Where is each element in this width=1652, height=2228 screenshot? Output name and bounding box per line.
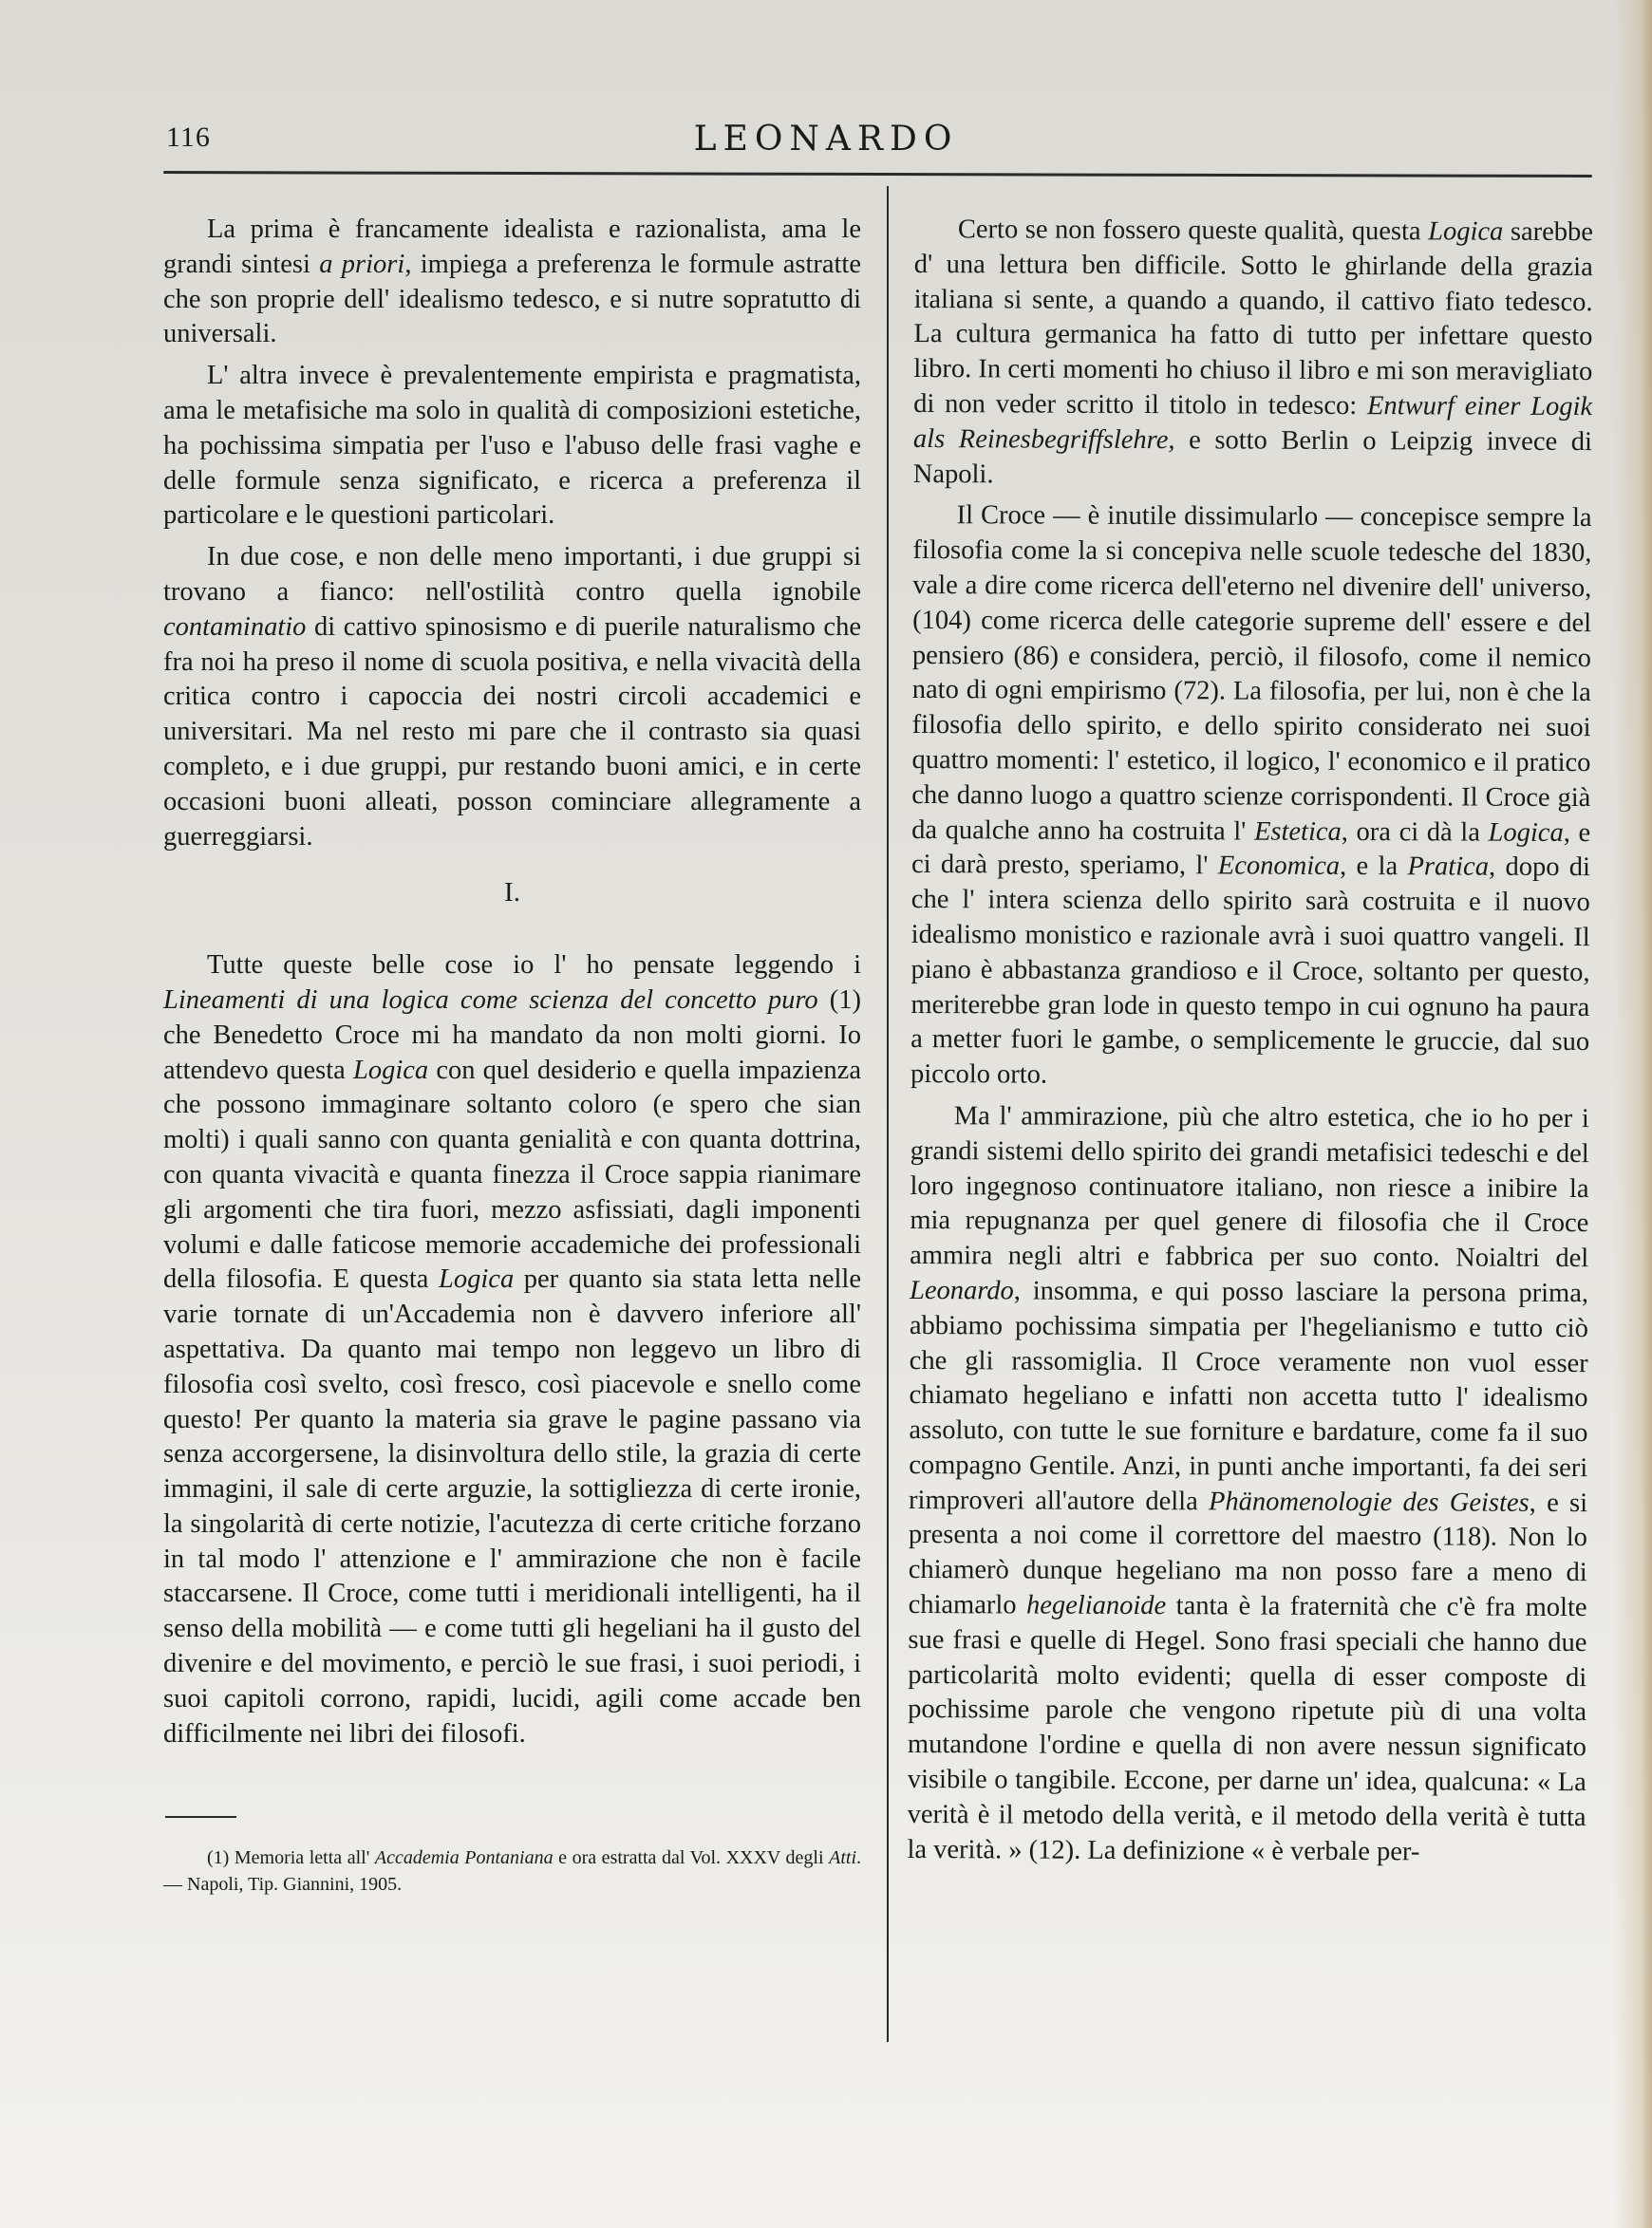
italic-term: Logica bbox=[1488, 817, 1564, 848]
text: L' altra invece è prevalentemente empirista e pragmatista, ama le metafisiche ma solo in qualità di composizioni estetiche, ha pochissima simpatia per l'uso e l'abuso delle frasi vaghe e delle formule senza significato, e ricerca a preferenza il particolare e le questioni particolari. bbox=[163, 361, 861, 531]
text: sarebbe d' una lettura ben difficile. Sotto le ghirlande della grazia italiana si sente, a quando a quando, il cattivo fiato tedesco. La cultura germanica ha fatto di tutto per infettare questo libro. In certi momenti ho chiuso il libro e mi son meravigliato di non veder scritto il titolo in tedesco: bbox=[913, 216, 1593, 421]
italic-term: Economica bbox=[1217, 851, 1341, 882]
text: , e ci darà presto, speriamo, l' bbox=[910, 817, 1591, 881]
book-title: Lineamenti di una logica come scienza del concetto puro bbox=[163, 984, 818, 1015]
paragraph bbox=[913, 213, 1593, 495]
text: e ora estratta dal Vol. XXXV degli bbox=[553, 1847, 830, 1869]
text: per quanto sia stata letta nelle varie tornate di un'Accademia non è davvero inferiore all' aspettativa. Da quanto mai tempo non leggevo un libro di filosofia così svelto, così fresco, così piacevole e snello come questo! Per quanto la materia sia grave le pagine passano via senza accorgersene, la disinvoltura dello stile, la grazia di certe immagini, il sale di certe arguzie, la sottigliezza di certe ironie, la singolarità di certe notizie, l'acutezza di certe critiche forzano in tal modo l' attenzione e l' ammirazione che non è facile staccarsene. Il Croce, come tutti i meridionali intelligenti, ha il senso della mobilità — e come tutti gli hegeliani ha il gusto del divenire e del movimento, e perciò le sue frasi, i suoi periodi, i suoi capitoli corrono, rapidi, lucidi, agili come accade ben difficilmente nei libri dei filosofi. bbox=[163, 1264, 861, 1749]
text: La prima è francamente idealista e razionalista, ama le grandi sintesi bbox=[163, 215, 861, 279]
text: Certo se non fossero queste qualità, questa bbox=[957, 215, 1429, 247]
italic-term: a priori bbox=[319, 249, 405, 279]
text: con quel desiderio e quella impazienza che possono immaginare soltanto coloro (e spero che sian molti) i quali sanno con quanta genialità e con quanta dottrina, con quanta vivacità e quanta finezza il Croce sappia rianimare gli argomenti che tira fuori, mezzo asfissiati, dagli imponenti volumi e dalle faticose memorie accademiche dei professionali della filosofia. E questa bbox=[163, 1055, 861, 1295]
text: , dopo di che l' intera scienza dello spirito sarà costruita e il nuovo idealismo monistico e razionale avrà i suoi quattro vangeli. Il piano è abbastanza grandioso e il Croce, soltanto per questo, meriterebbe gran lode in questo tempo in cui ognuno ha paura a metter fuori le gambe, o semplicemente le gruccie, dal suo piccolo orto. bbox=[910, 852, 1591, 1090]
text: , e si presenta a noi come il correttore del maestro (118). Non lo chiamerò dunque hegeliano ma non posso fare a meno di chiamarlo bbox=[908, 1488, 1588, 1620]
italic-term: hegelianoide bbox=[1025, 1590, 1167, 1621]
text: Ma l' ammirazione, più che altro estetica, che io ho per i grandi sistemi dello spirito dei grandi metafisici tedeschi e del loro ingegnoso continuatore italiano, non riesce a inibire la mia repugnanza per quel genere di filosofia che il Croce ammira negli altri e fabbrica per suo conto. Noialtri del bbox=[910, 1101, 1589, 1274]
right-column bbox=[907, 213, 1593, 1878]
column-divider bbox=[887, 186, 889, 2042]
text: tanta è la fraternità che c'è fra molte sue frasi e quelle di Hegel. Sono frasi speciali che hanno due particolarità molto evidenti; quella di esser composte di pochissime parole che vengono ripetute più di una volta mutandone l'ordine e quella di non avere nessun significato visibile o tangibile. Eccone, per darne un' idea, qualcuna: « La verità è il metodo della verità, e il metodo della verità è tutta la verità. » (12). La definizione « è verbale per- bbox=[907, 1591, 1587, 1866]
text: , e la bbox=[1339, 852, 1408, 882]
paragraph bbox=[910, 498, 1592, 1095]
text: (1) Memoria letta all' bbox=[207, 1847, 375, 1869]
italic-term: Logica bbox=[352, 1055, 429, 1085]
italic-term: Estetica bbox=[1253, 816, 1342, 847]
page-number: 116 bbox=[166, 122, 211, 153]
text: , ora ci dà la bbox=[1341, 816, 1489, 848]
text: e sotto Berlin o Leipzig invece di Napoli. bbox=[912, 424, 1593, 489]
italic-term: contaminatio bbox=[163, 611, 307, 642]
paragraph bbox=[163, 213, 861, 352]
book-title: Entwurf einer Logik als Reinesbegriffslehre, bbox=[912, 391, 1593, 455]
text: . — Napoli, Tip. Giannini, 1905. bbox=[163, 1847, 861, 1896]
book-title: Phänomenologie des Geistes bbox=[1208, 1487, 1530, 1518]
italic-term: Pratica bbox=[1407, 852, 1490, 882]
italic-term: Accademia Pontaniana bbox=[374, 1847, 554, 1869]
section-heading: I. bbox=[504, 877, 520, 908]
paragraph bbox=[163, 540, 861, 854]
paragraph bbox=[163, 359, 861, 534]
running-title: LEONARDO bbox=[693, 120, 959, 159]
text: , impiega a preferenza le formule astratte che son proprie dell' idealismo tedesco, e si nutre sopratutto di universali. bbox=[163, 249, 861, 349]
italic-term: Logica bbox=[1428, 216, 1504, 247]
text: Tutte queste belle cose io l' ho pensate leggendo i bbox=[207, 950, 861, 981]
text: (1) che Benedetto Croce mi ha mandato da non molti giorni. Io attendevo questa bbox=[163, 984, 862, 1085]
text: di cattivo spinosismo e di puerile naturalismo che fra noi ha preso il nome di scuola positiva, e nella vivacità della critica contro i capoccia dei nostri circoli accademici e universitari. Ma nel resto mi pare che il contrasto sia quasi completo, e i due gruppi, pur restando buoni amici, e in certe occasioni buoni alleati, posson cominciare allegramente a guerreggiarsi. bbox=[163, 611, 861, 852]
footnote-rule bbox=[165, 1816, 236, 1818]
paragraph bbox=[907, 1099, 1589, 1871]
footnote bbox=[163, 1844, 861, 1898]
page-edge-shadow bbox=[1614, 0, 1652, 2228]
italic-term: Logica bbox=[439, 1264, 515, 1295]
left-column bbox=[163, 213, 861, 1898]
text: Il Croce — è inutile dissimularlo — concepisce sempre la filosofia come la si concepiva nelle scuole tedesche del 1830, vale a dire come ricerca dell'eterno nel divenire dell' universo, (104) come ricerca delle categorie supreme dell' essere e del pensiero (86) e considera, perciò, il filosofo, come il nemico nato di ogni empirismo (72). La filosofia, per lui, non è che la filosofia dello spirito, e dello spirito considerato nei suoi quattro momenti: l' estetico, il logico, l' economico e il pratico che danno luogo a quattro scienze corrispondenti. Il Croce già da qualche anno ha costruita l' bbox=[911, 500, 1592, 847]
text: In due cose, e non delle meno importanti, i due gruppi si trovano a fianco: nell'ostilità contro quella ignobile bbox=[163, 542, 861, 607]
paragraph bbox=[163, 948, 861, 1751]
italic-term: Atti bbox=[829, 1847, 856, 1869]
text: , insomma, e qui posso lasciare la persona prima, abbiamo pochissima simpatia per l'hegelianismo e tutto ciò che gli rassomiglia. Il Croce veramente non vuol esser chiamato hegeliano e infatti non accetta tutto l' idealismo assoluto, con tutte le sue forniture e bardature, come fa il suo compagno Gentile. Anzi, in punti anche importanti, fa dei seri rimproveri all'autore della bbox=[909, 1276, 1589, 1517]
italic-term: Leonardo bbox=[909, 1275, 1014, 1306]
header-rule bbox=[163, 171, 1592, 178]
